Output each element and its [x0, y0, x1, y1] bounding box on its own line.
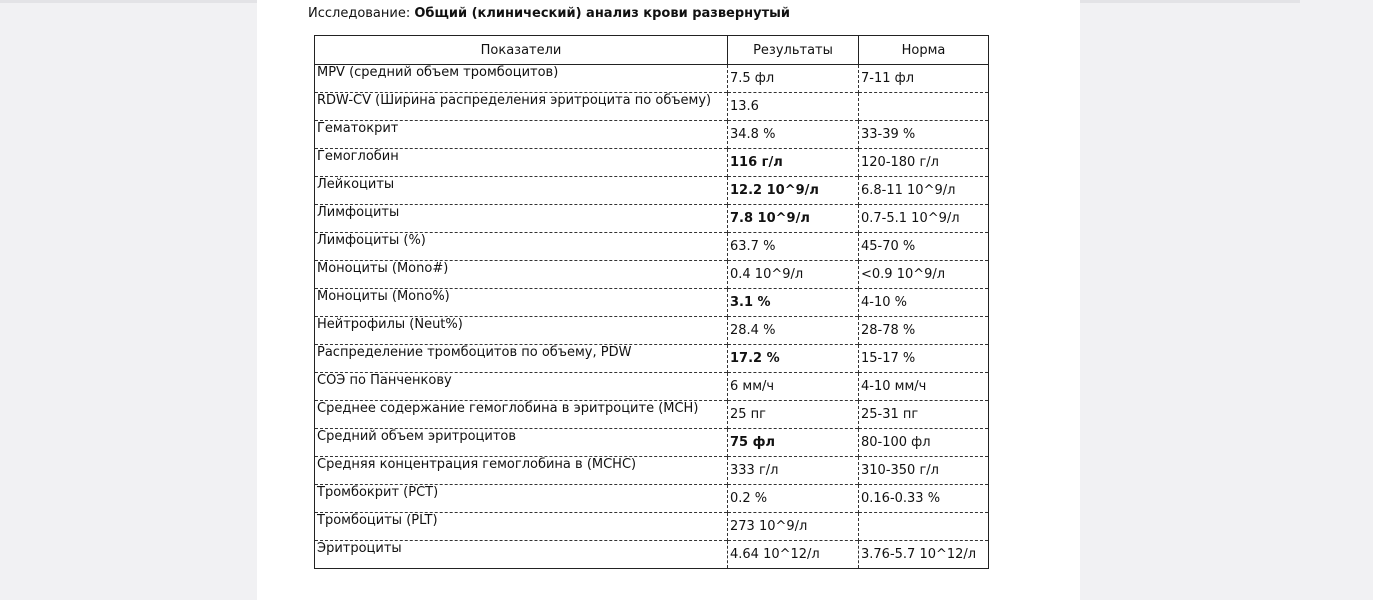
- table-row: [315, 149, 989, 177]
- indicator-name: Лимфоциты (%): [315, 233, 728, 261]
- indicator-name: СОЭ по Панченкову: [315, 373, 728, 401]
- result-value: 0.4 10^9/л: [728, 261, 859, 289]
- result-value: 28.4 %: [728, 317, 859, 345]
- indicator-name: Средний объем эритроцитов: [315, 429, 728, 457]
- norm-range: 7-11 фл: [859, 65, 989, 93]
- indicator-name: MPV (средний объем тромбоцитов): [315, 65, 728, 93]
- header-indicators: Показатели: [315, 36, 728, 65]
- indicator-name: Гемоглобин: [315, 149, 728, 177]
- table-row: [315, 289, 989, 317]
- norm-range: 28-78 %: [859, 317, 989, 345]
- table-row: [315, 233, 989, 261]
- norm-range: 25-31 пг: [859, 401, 989, 429]
- study-title: Общий (клинический) анализ крови развернутый: [414, 6, 791, 21]
- norm-range: 3.76-5.7 10^12/л: [859, 541, 989, 569]
- indicator-name: Лимфоциты: [315, 205, 728, 233]
- result-value: 34.8 %: [728, 121, 859, 149]
- result-value: 25 пг: [728, 401, 859, 429]
- study-label: Исследование:: [308, 6, 415, 21]
- indicator-name: Моноциты (Mono#): [315, 261, 728, 289]
- table-row: [315, 401, 989, 429]
- study-heading: [308, 6, 790, 21]
- table-row: [315, 121, 989, 149]
- table-header-row: [315, 36, 989, 65]
- table-body: [315, 65, 989, 569]
- table-row: [315, 373, 989, 401]
- indicator-name: Среднее содержание гемоглобина в эритроците (MCH): [315, 401, 728, 429]
- table-row: [315, 93, 989, 121]
- table-row: [315, 513, 989, 541]
- norm-range: 310-350 г/л: [859, 457, 989, 485]
- norm-range: 4-10 мм/ч: [859, 373, 989, 401]
- norm-range: [859, 93, 989, 121]
- norm-range: 80-100 фл: [859, 429, 989, 457]
- indicator-name: Нейтрофилы (Neut%): [315, 317, 728, 345]
- document-page: [257, 0, 1080, 600]
- indicator-name: Тромбокрит (PCT): [315, 485, 728, 513]
- results-table: [314, 35, 989, 569]
- table-row: [315, 65, 989, 93]
- table-row: [315, 345, 989, 373]
- result-value: 7.5 фл: [728, 65, 859, 93]
- result-value: 13.6: [728, 93, 859, 121]
- result-value: 116 г/л: [728, 149, 859, 177]
- indicator-name: Эритроциты: [315, 541, 728, 569]
- header-norm: Норма: [859, 36, 989, 65]
- result-value: 17.2 %: [728, 345, 859, 373]
- header-results: Результаты: [728, 36, 859, 65]
- indicator-name: Распределение тромбоцитов по объему, PDW: [315, 345, 728, 373]
- norm-range: [859, 513, 989, 541]
- norm-range: 15-17 %: [859, 345, 989, 373]
- norm-range: 33-39 %: [859, 121, 989, 149]
- result-value: 0.2 %: [728, 485, 859, 513]
- result-value: 63.7 %: [728, 233, 859, 261]
- result-value: 333 г/л: [728, 457, 859, 485]
- table-row: [315, 177, 989, 205]
- norm-range: 4-10 %: [859, 289, 989, 317]
- result-value: 6 мм/ч: [728, 373, 859, 401]
- table-row: [315, 317, 989, 345]
- norm-range: 6.8-11 10^9/л: [859, 177, 989, 205]
- indicator-name: Гематокрит: [315, 121, 728, 149]
- result-value: 75 фл: [728, 429, 859, 457]
- table-row: [315, 429, 989, 457]
- norm-range: 45-70 %: [859, 233, 989, 261]
- indicator-name: Моноциты (Mono%): [315, 289, 728, 317]
- result-value: 12.2 10^9/л: [728, 177, 859, 205]
- indicator-name: Тромбоциты (PLT): [315, 513, 728, 541]
- result-value: 273 10^9/л: [728, 513, 859, 541]
- indicator-name: Средняя концентрация гемоглобина в (MCHC): [315, 457, 728, 485]
- indicator-name: RDW-CV (Ширина распределения эритроцита по объему): [315, 93, 728, 121]
- table-row: [315, 205, 989, 233]
- table-row: [315, 541, 989, 569]
- indicator-name: Лейкоциты: [315, 177, 728, 205]
- table-row: [315, 261, 989, 289]
- result-value: 4.64 10^12/л: [728, 541, 859, 569]
- norm-range: 0.16-0.33 %: [859, 485, 989, 513]
- result-value: 3.1 %: [728, 289, 859, 317]
- norm-range: <0.9 10^9/л: [859, 261, 989, 289]
- table-row: [315, 457, 989, 485]
- table-row: [315, 485, 989, 513]
- norm-range: 0.7-5.1 10^9/л: [859, 205, 989, 233]
- norm-range: 120-180 г/л: [859, 149, 989, 177]
- result-value: 7.8 10^9/л: [728, 205, 859, 233]
